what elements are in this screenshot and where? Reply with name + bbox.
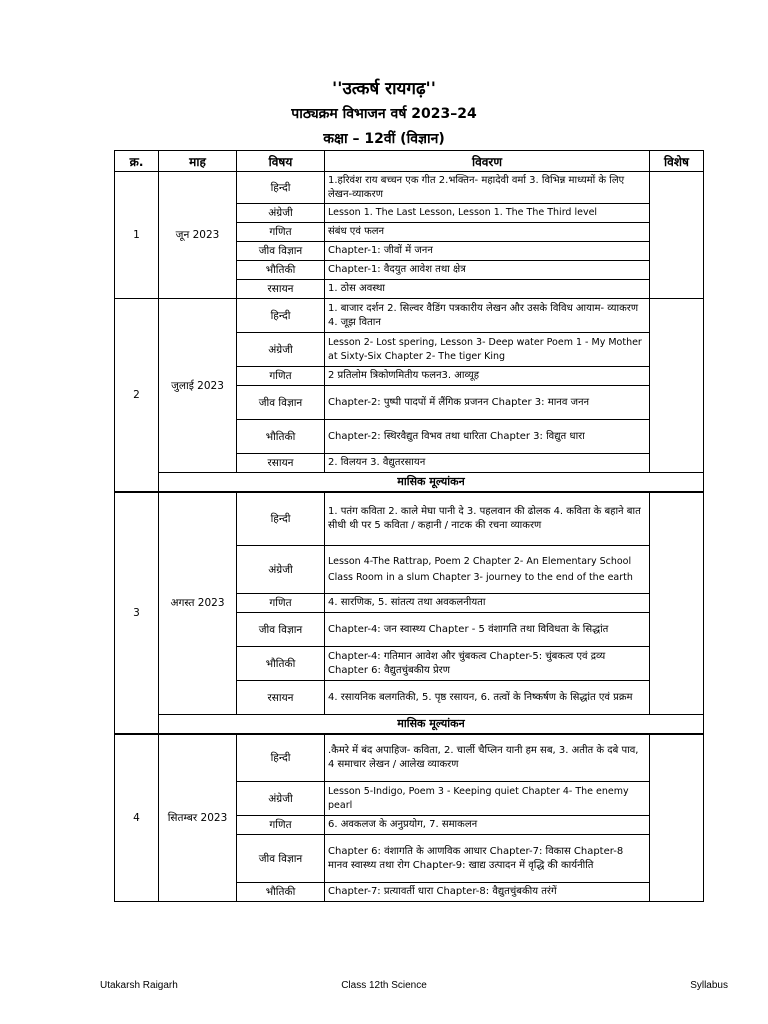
table-header-row [115, 151, 704, 172]
details-cell: 1. बाजार दर्शन 2. सिल्वर वैडिंग पत्रकारीय लेखन और उसके विविध आयाम- व्याकरण 4. जूझ वितान [325, 299, 650, 333]
table-row [115, 172, 704, 204]
class-heading: कक्षा – 12वीं (विज्ञान) [323, 131, 445, 147]
details-cell: 6. अवकलज के अनुप्रयोग, 7. समाकलन [325, 816, 650, 835]
monthly-evaluation-row [115, 715, 704, 734]
details-cell: Chapter-2: पुष्पी पादपों में लैंगिक प्रजनन Chapter 3: मानव जनन [325, 386, 650, 420]
details-cell: Chapter-1: वैदयुत आवेश तथा क्षेत्र [325, 261, 650, 280]
col-header-remarks: विशेष [650, 151, 704, 172]
subject-cell: अंग्रेजी [237, 333, 325, 367]
details-cell: Lesson 5-Indigo, Poem 3 - Keeping quiet Chapter 4- The enemy pearl [325, 782, 650, 816]
subject-cell: हिन्दी [237, 172, 325, 204]
sno-cell: 4 [115, 734, 159, 902]
remarks-cell [650, 172, 704, 299]
details-cell: 1. पतंग कविता 2. काले मेघा पानी दे 3. पहलवान की ढोलक 4. कविता के बहाने बात सीधी थी पर 5 कविता / कहानी / नाटक की रचना व्याकरण [325, 492, 650, 546]
subject-cell: जीव विज्ञान [237, 613, 325, 647]
subject-cell: हिन्दी [237, 299, 325, 333]
sno-cell: 2 [115, 299, 159, 492]
footer-right: Syllabus [690, 980, 728, 991]
details-cell: 1.हरिवंश राय बच्चन एक गीत 2.भक्तिन- महादेवी वर्मा 3. विभिन्न माध्यमों के लिए लेखन-व्याकरण [325, 172, 650, 204]
details-cell: .कैमरे में बंद अपाहिज- कविता, 2. चार्ली चैप्लिन यानी हम सब, 3. अतीत के दबे पाव, 4 समाचार लेखन / आलेख व्याकरण [325, 734, 650, 782]
subject-cell: जीव विज्ञान [237, 242, 325, 261]
subject-cell: भौतिकी [237, 420, 325, 454]
details-cell: 4. सारणिक, 5. सांतत्य तथा अवकलनीयता [325, 594, 650, 613]
col-header-sno: क्र. [115, 151, 159, 172]
details-cell: Lesson 4-The Rattrap, Poem 2 Chapter 2- An Elementary School Class Room in a slum Chapter 3- journey to the end of the earth [325, 546, 650, 594]
subject-cell: हिन्दी [237, 492, 325, 546]
details-cell: Chapter 6: वंशागति के आणविक आधार Chapter-7: विकास Chapter-8 मानव स्वास्थ्य तथा रोग Chapter-9: खाद्य उत्पादन में वृद्धि की कार्यनीति [325, 835, 650, 883]
details-cell: Chapter-4: जन स्वास्थ्य Chapter - 5 वंशागति तथा विविधता के सिद्धांत [325, 613, 650, 647]
subject-cell: भौतिकी [237, 647, 325, 681]
monthly-evaluation-label: मासिक मूल्यांकन [159, 715, 704, 734]
details-cell: Lesson 1. The Last Lesson, Lesson 1. The The Third level [325, 204, 650, 223]
subject-cell: अंग्रेजी [237, 204, 325, 223]
subject-cell: रसायन [237, 280, 325, 299]
subject-cell: गणित [237, 367, 325, 386]
subject-cell: भौतिकी [237, 883, 325, 902]
details-cell: 1. ठोस अवस्था [325, 280, 650, 299]
month-cell: जुलाई 2023 [159, 299, 237, 473]
remarks-cell [650, 299, 704, 473]
subject-cell: जीव विज्ञान [237, 835, 325, 883]
remarks-cell [650, 734, 704, 902]
monthly-evaluation-row [115, 473, 704, 492]
details-cell: Chapter-7: प्रत्यावर्ती धारा Chapter-8: वैद्युतचुंबकीय तरंगें [325, 883, 650, 902]
table-row [115, 492, 704, 546]
sno-cell: 3 [115, 492, 159, 734]
details-cell: Lesson 2- Lost spering, Lesson 3- Deep water Poem 1 - My Mother at Sixty-Six Chapter 2- The tiger King [325, 333, 650, 367]
details-cell: Chapter-2: स्थिरवैद्युत विभव तथा धारिता Chapter 3: विद्युत धारा [325, 420, 650, 454]
sno-cell: 1 [115, 172, 159, 299]
col-header-details: विवरण [325, 151, 650, 172]
details-cell: 2 प्रतिलोम त्रिकोणमितीय फलन3. आव्यूह [325, 367, 650, 386]
month-cell: जून 2023 [159, 172, 237, 299]
subject-cell: जीव विज्ञान [237, 386, 325, 420]
subject-cell: गणित [237, 816, 325, 835]
document-subtitle: पाठ्यक्रम विभाजन वर्ष 2023–24 [291, 106, 477, 122]
subject-cell: रसायन [237, 454, 325, 473]
subject-cell: गणित [237, 594, 325, 613]
table-row [115, 734, 704, 782]
remarks-cell [650, 492, 704, 715]
subject-cell: रसायन [237, 681, 325, 715]
details-cell: Chapter-1: जीवों में जनन [325, 242, 650, 261]
details-cell: Chapter-4: गतिमान आवेश और चुंबकत्व Chapter-5: चुंबकत्व एवं द्रव्य Chapter 6: वैद्युतचुंबकीय प्रेरण [325, 647, 650, 681]
footer-left: Utakarsh Raigarh [100, 980, 178, 991]
month-cell: अगस्त 2023 [159, 492, 237, 715]
col-header-month: माह [159, 151, 237, 172]
month-cell: सितम्बर 2023 [159, 734, 237, 902]
monthly-evaluation-label: मासिक मूल्यांकन [159, 473, 704, 492]
subject-cell: भौतिकी [237, 261, 325, 280]
subject-cell: हिन्दी [237, 734, 325, 782]
details-cell: संबंध एवं फलन [325, 223, 650, 242]
syllabus-table [114, 150, 704, 902]
subject-cell: गणित [237, 223, 325, 242]
details-cell: 2. विलयन 3. वैद्युतरसायन [325, 454, 650, 473]
footer-center: Class 12th Science [341, 980, 427, 991]
subject-cell: अंग्रेजी [237, 546, 325, 594]
details-cell: 4. रसायनिक बलगतिकी, 5. पृष्ठ रसायन, 6. तत्वों के निष्कर्षण के सिद्धांत एवं प्रक्रम [325, 681, 650, 715]
subject-cell: अंग्रेजी [237, 782, 325, 816]
document-title: ''उत्कर्ष रायगढ़'' [332, 79, 436, 99]
table-row [115, 299, 704, 333]
col-header-subject: विषय [237, 151, 325, 172]
